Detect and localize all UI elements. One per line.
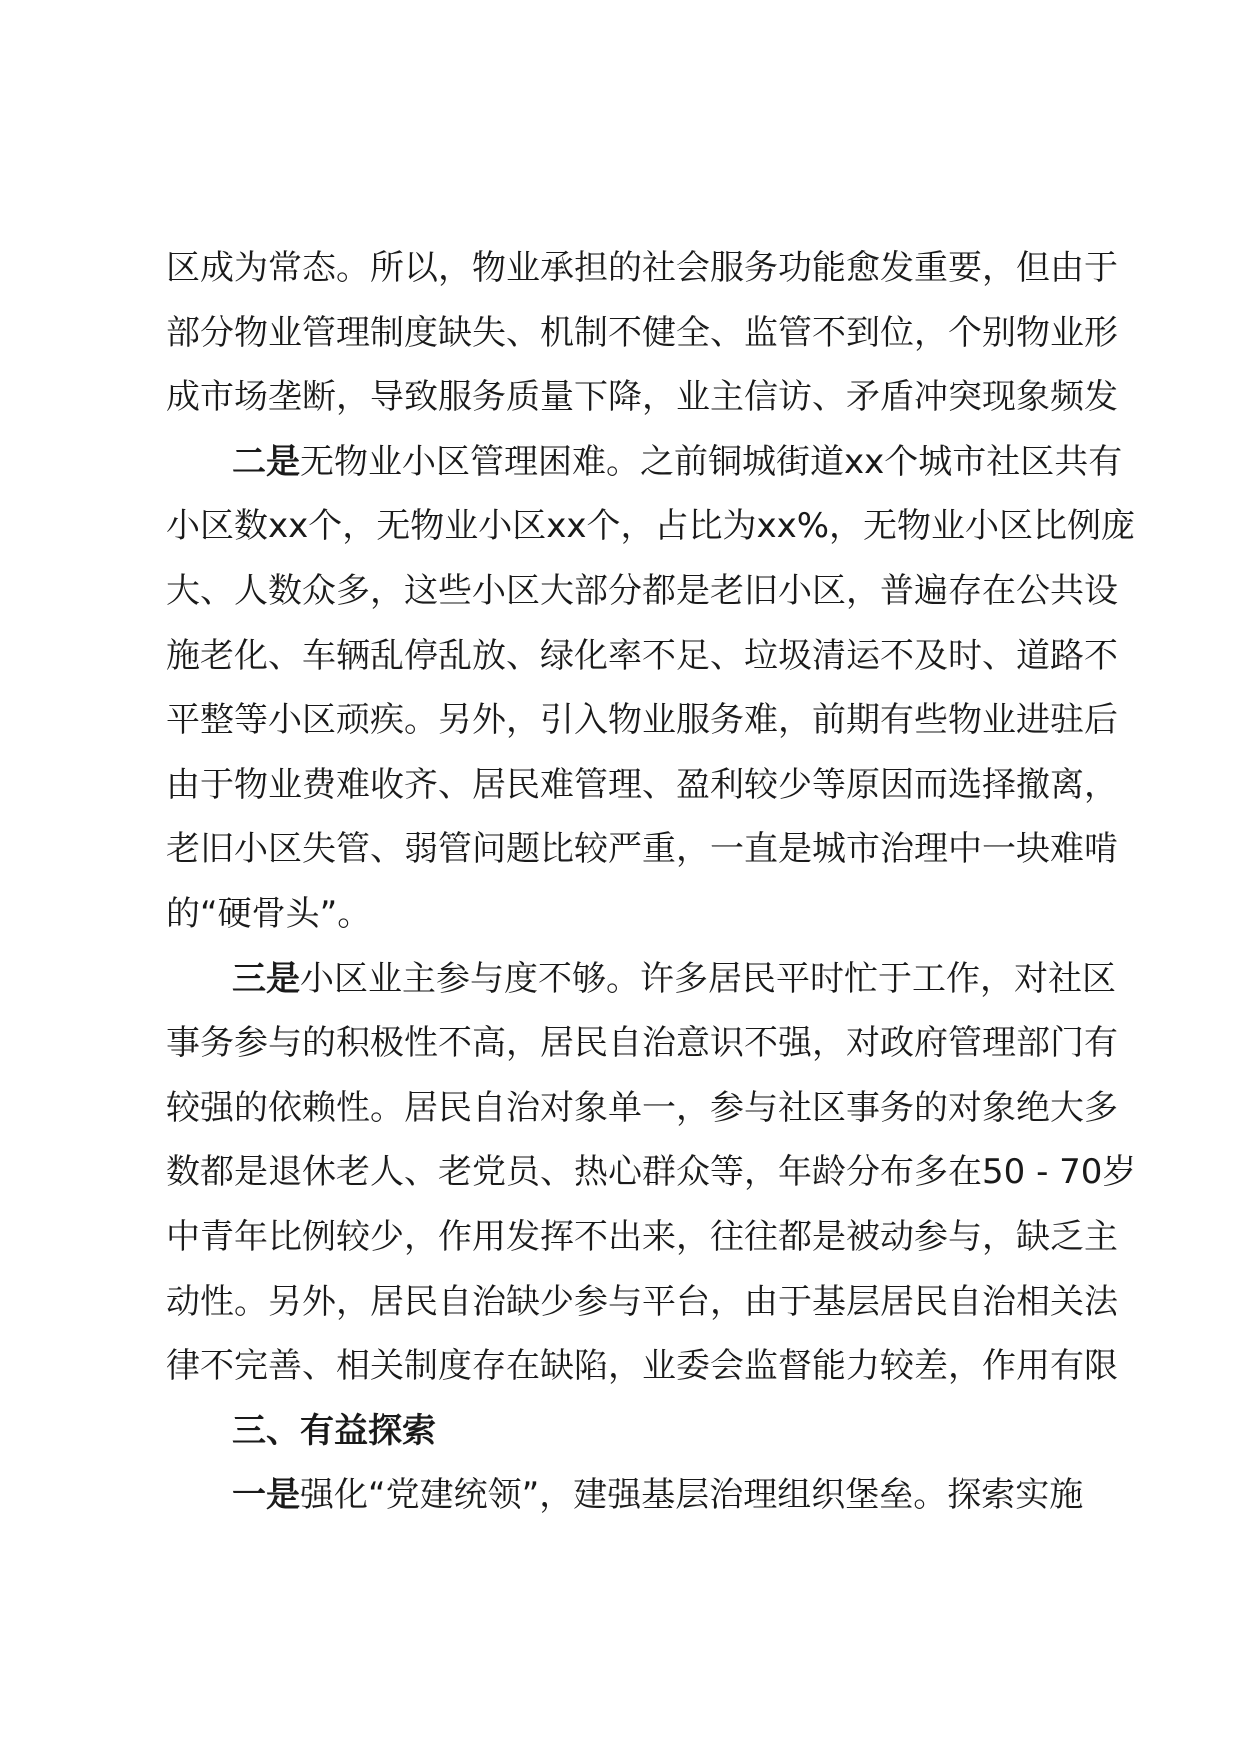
line-text: 动性。另外，居民自治缺少参与平台，由于基层居民自治相关法	[166, 1281, 1118, 1322]
line-text: 无物业小区管理困难。之前铜城街道xx个城市社区共有	[300, 441, 1123, 482]
body-line	[166, 301, 1126, 366]
line-text: 由于物业费难收齐、居民难管理、盈利较少等原因而选择撤离，	[166, 764, 1118, 805]
line-text: 律不完善、相关制度存在缺陷，业委会监督能力较差，作用有限	[166, 1346, 1118, 1387]
document-body	[166, 236, 1137, 1528]
paragraph-start-line	[166, 430, 1126, 495]
body-line	[166, 559, 1126, 624]
line-text: 数都是退休老人、老党员、热心群众等，年龄分布多在50 - 70岁	[166, 1152, 1137, 1193]
body-line	[166, 1076, 1126, 1141]
line-text: 较强的依赖性。居民自治对象单一，参与社区事务的对象绝大多	[166, 1087, 1118, 1128]
paragraph-lead: 一是	[232, 1475, 300, 1516]
line-text: 大、人数众多，这些小区大部分都是老旧小区，普遍存在公共设	[166, 570, 1118, 611]
line-text: 的“硬骨头”。	[166, 893, 372, 934]
body-line	[166, 1011, 1126, 1076]
body-line	[166, 882, 1126, 947]
line-text: 部分物业管理制度缺失、机制不健全、监管不到位，个别物业形	[166, 312, 1118, 353]
body-line	[166, 494, 1136, 559]
paragraph-lead: 二是	[232, 441, 300, 482]
line-text: 强化“党建统领”，建强基层治理组织堡垒。探索实施	[300, 1475, 1084, 1516]
body-line	[166, 365, 1126, 430]
body-line	[166, 1205, 1126, 1270]
body-line	[166, 1140, 1137, 1205]
paragraph-start-line	[166, 1463, 1126, 1528]
paragraph-lead: 三是	[232, 958, 300, 999]
body-line	[166, 688, 1126, 753]
section-heading-text: 三、有益探索	[232, 1410, 436, 1451]
paragraph-start-line	[166, 947, 1126, 1012]
line-text: 事务参与的积极性不高，居民自治意识不强，对政府管理部门有	[166, 1023, 1118, 1064]
line-text: 中青年比例较少，作用发挥不出来，往往都是被动参与，缺乏主	[166, 1216, 1118, 1257]
body-line	[166, 236, 1126, 301]
line-text: 区成为常态。所以，物业承担的社会服务功能愈发重要，但由于	[166, 248, 1118, 288]
body-line	[166, 1270, 1126, 1335]
line-text: 成市场垄断，导致服务质量下降，业主信访、矛盾冲突现象频发	[166, 377, 1118, 418]
line-text: 老旧小区失管、弱管问题比较严重，一直是城市治理中一块难啃	[166, 829, 1118, 870]
line-text: 施老化、车辆乱停乱放、绿化率不足、垃圾清运不及时、道路不	[166, 635, 1118, 676]
line-text: 平整等小区顽疾。另外，引入物业服务难，前期有些物业进驻后	[166, 700, 1118, 741]
line-text: 小区业主参与度不够。许多居民平时忙于工作，对社区	[300, 958, 1116, 999]
body-line	[166, 624, 1126, 689]
body-line	[166, 1334, 1126, 1399]
line-text: 小区数xx个，无物业小区xx个，占比为xx%，无物业小区比例庞	[166, 506, 1136, 547]
body-line	[166, 753, 1126, 818]
section-heading	[166, 1399, 1126, 1464]
body-line	[166, 817, 1126, 882]
